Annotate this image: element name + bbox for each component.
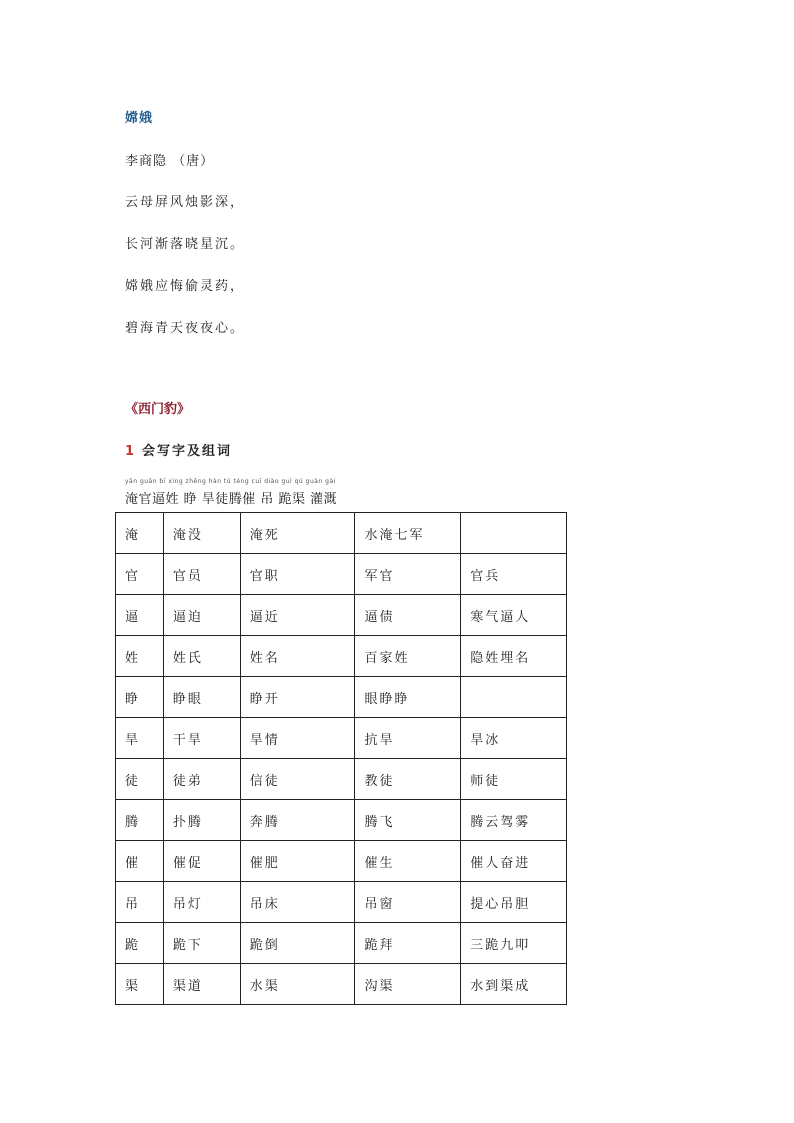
word-cell: 信徒: [240, 759, 355, 800]
character-cell: 姓: [116, 636, 164, 677]
word-cell: 跪拜: [355, 923, 461, 964]
word-cell: 腾飞: [355, 800, 461, 841]
word-cell: 提心吊胆: [461, 882, 567, 923]
word-cell: 师徒: [461, 759, 567, 800]
character-cell: 腾: [116, 800, 164, 841]
poem-author: 李商隐 （唐）: [125, 154, 215, 169]
word-cell: 催肥: [240, 841, 355, 882]
table-row: [116, 554, 567, 595]
word-cell: 旱冰: [461, 718, 567, 759]
word-cell: 军官: [355, 554, 461, 595]
word-cell: 催生: [355, 841, 461, 882]
table-row: [116, 595, 567, 636]
word-cell: 淹没: [163, 513, 240, 554]
word-cell: 三跪九叩: [461, 923, 567, 964]
character-cell: 跪: [116, 923, 164, 964]
table-row: [116, 964, 567, 1005]
word-cell: 渠道: [163, 964, 240, 1005]
word-cell: 催人奋进: [461, 841, 567, 882]
character-cell: 催: [116, 841, 164, 882]
word-cell: 干旱: [163, 718, 240, 759]
character-cell: 睁: [116, 677, 164, 718]
word-cell: 奔腾: [240, 800, 355, 841]
word-cell: 抗旱: [355, 718, 461, 759]
word-cell: 逼近: [240, 595, 355, 636]
word-cell: 旱情: [240, 718, 355, 759]
character-cell: 徒: [116, 759, 164, 800]
word-cell: 淹死: [240, 513, 355, 554]
word-cell: 官兵: [461, 554, 567, 595]
word-cell: 官员: [163, 554, 240, 595]
table-row: [116, 759, 567, 800]
poem-line: 嫦娥应悔偷灵药，: [125, 279, 246, 294]
table-row: [116, 677, 567, 718]
table-row: [116, 923, 567, 964]
poem-title: 嫦娥: [125, 111, 154, 126]
word-cell: 隐姓埋名: [461, 636, 567, 677]
character-cell: 淹: [116, 513, 164, 554]
word-cell: 水到渠成: [461, 964, 567, 1005]
word-cell: 跪下: [163, 923, 240, 964]
poem-line: 长河渐落晓星沉。: [125, 237, 246, 252]
character-cell: 旱: [116, 718, 164, 759]
word-cell: 水淹七军: [355, 513, 461, 554]
poem-line: 云母屏风烛影深，: [125, 195, 246, 210]
character-cell: 吊: [116, 882, 164, 923]
table-row: [116, 636, 567, 677]
word-cell: 官职: [240, 554, 355, 595]
section-heading: [125, 440, 232, 459]
character-line: 淹官逼姓 睁 旱徒腾催 吊 跪渠 灌溉: [125, 492, 338, 507]
table-row: [116, 841, 567, 882]
word-cell: 百家姓: [355, 636, 461, 677]
section-number: 1: [125, 444, 137, 459]
word-cell: 徒弟: [163, 759, 240, 800]
word-cell: 逼债: [355, 595, 461, 636]
word-cell: 水渠: [240, 964, 355, 1005]
word-cell: 睁开: [240, 677, 355, 718]
word-cell: 姓名: [240, 636, 355, 677]
character-cell: 官: [116, 554, 164, 595]
word-cell: 眼睁睁: [355, 677, 461, 718]
word-cell: 逼迫: [163, 595, 240, 636]
lesson-title: 《西门豹》: [125, 402, 191, 417]
word-cell: 催促: [163, 841, 240, 882]
pinyin-line: yān guān bī xìng zhēng hàn tú téng cuī diào guì qú guàn gài: [125, 478, 336, 485]
word-cell: 腾云驾雾: [461, 800, 567, 841]
word-cell: 吊灯: [163, 882, 240, 923]
word-cell: 吊床: [240, 882, 355, 923]
character-cell: 渠: [116, 964, 164, 1005]
word-cell: 睁眼: [163, 677, 240, 718]
word-cell: [461, 513, 567, 554]
word-cell: 吊窗: [355, 882, 461, 923]
section-heading-text: 会写字及组词: [142, 444, 233, 459]
word-table: [115, 512, 567, 1005]
table-row: [116, 513, 567, 554]
poem-line: 碧海青天夜夜心。: [125, 321, 246, 336]
character-cell: 逼: [116, 595, 164, 636]
table-row: [116, 882, 567, 923]
word-cell: [461, 677, 567, 718]
word-cell: 寒气逼人: [461, 595, 567, 636]
table-row: [116, 800, 567, 841]
table-row: [116, 718, 567, 759]
word-cell: 姓氏: [163, 636, 240, 677]
word-cell: 扑腾: [163, 800, 240, 841]
word-cell: 教徒: [355, 759, 461, 800]
word-cell: 跪倒: [240, 923, 355, 964]
word-cell: 沟渠: [355, 964, 461, 1005]
